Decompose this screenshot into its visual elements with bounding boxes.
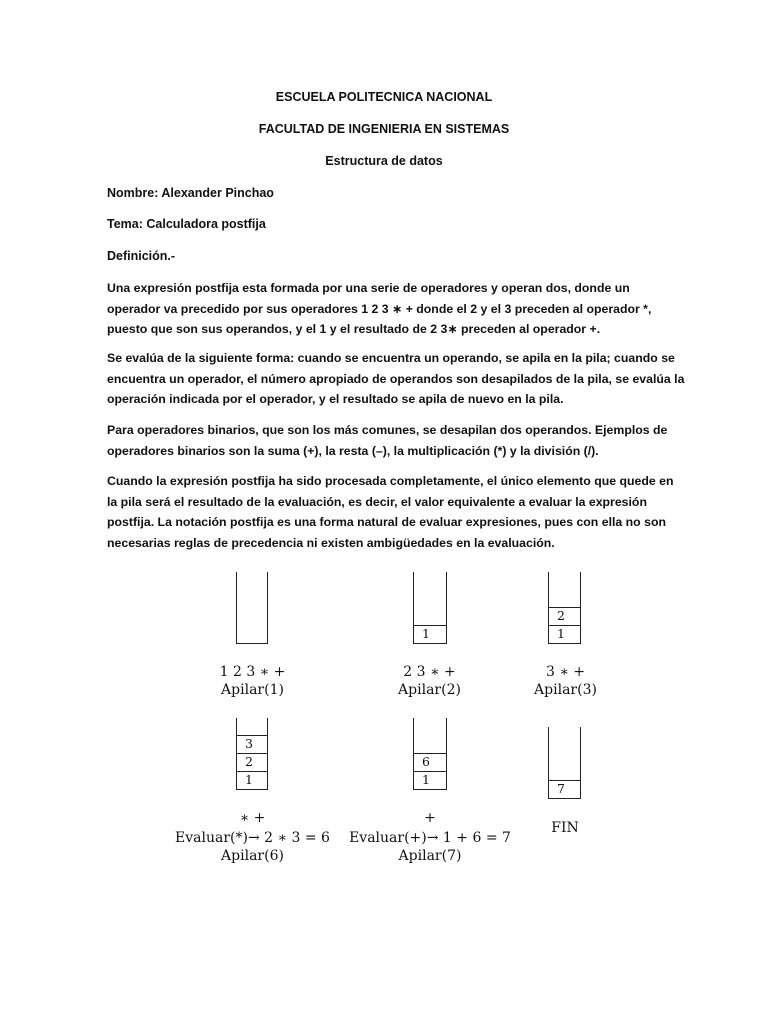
author-name: Nombre: Alexander Pinchao [107,186,274,200]
diagram-1-action: Apilar(1) [221,682,284,698]
diagram-4-evaluation: Evaluar(*)→ 2 ∗ 3 = 6 [175,830,330,846]
course-title: Estructura de datos [325,154,443,168]
stack-diagram-6 [548,727,581,799]
stack-diagram-2 [413,572,447,644]
paragraph-line: encuentra un operador, el número apropiado de operandos son desapilados de la pila, se evalúa la [107,371,685,386]
diagram-4-expression: ∗ + [239,810,266,826]
diagram-2-action: Apilar(2) [398,682,461,698]
paragraph-line: necesarias reglas de precedencia ni existen ambigüedades en la evaluación. [107,535,555,550]
stack-diagram-5 [413,718,447,790]
diagram-5-expression: + [424,810,436,826]
paragraph-line: puesto que son sus operandos, y el 1 y el resultado de 2 3∗ preceden al operador +. [107,322,601,336]
paragraph-line: operación indicada por el operador, y el resultado se apila de nuevo en la pila. [107,392,564,406]
diagram-1-expression: 1 2 3 ∗ + [219,664,286,680]
diagram-3-expression: 3 ∗ + [545,664,586,680]
paragraph-line: operadores binarios son la suma (+), la resta (–), la multiplicación (*) y la división (/). [107,443,599,458]
faculty-title: FACULTAD DE INGENIERIA EN SISTEMAS [258,122,510,136]
stack-diagram-1 [236,572,268,644]
stack-diagram-4 [236,718,268,790]
paragraph-line: la pila será el resultado de la evaluación, es decir, el valor equivalente a evaluar la expresión [107,494,647,509]
stack-cell: 1 [414,625,446,643]
stack-cell: 7 [549,780,580,798]
paragraph-line: Una expresión postfija esta formada por una serie de operadores y operan dos, donde un [107,281,630,295]
paragraph-2 [107,348,685,410]
topic-line: Tema: Calculadora postfija [107,217,266,231]
stack-diagram-3 [548,572,581,644]
paragraph-line: Se evalúa de la siguiente forma: cuando se encuentra un operando, se apila en la pila; cuando se [107,351,675,365]
diagram-3-action: Apilar(3) [534,682,597,698]
paragraph-1 [107,278,667,340]
diagram-4-action: Apilar(6) [221,848,284,864]
paragraph-3 [107,420,667,461]
diagram-5-action: Apilar(7) [398,848,462,864]
stack-cell: 2 [549,607,580,625]
diagram-6-end-label: FIN [551,820,579,836]
stack-cell: 6 [414,753,446,771]
stack-cell: 1 [549,625,580,643]
paragraph-4 [107,471,674,553]
school-title: ESCUELA POLITECNICA NACIONAL [275,90,493,104]
diagram-2-expression: 2 3 ∗ + [403,664,456,680]
stack-cell: 2 [237,753,267,771]
stack-cell: 1 [237,771,267,789]
definition-heading: Definición.- [107,249,176,263]
stack-cell: 3 [237,735,267,753]
paragraph-line: postfija. La notación postfija es una forma natural de evaluar expresiones, pues con ella no son [107,515,666,529]
paragraph-line: operador va precedido por sus operadores 1 2 3 ∗ + donde el 2 y el 3 preceden al operador *, [107,301,652,316]
paragraph-line: Para operadores binarios, que son los más comunes, se desapilan dos operandos. Ejemplos de [107,423,668,437]
stack-cell: 1 [414,771,446,789]
diagram-5-evaluation: Evaluar(+)→ 1 + 6 = 7 [349,830,511,846]
paragraph-line: Cuando la expresión postfija ha sido procesada completamente, el único elemento que quede en [107,474,674,488]
